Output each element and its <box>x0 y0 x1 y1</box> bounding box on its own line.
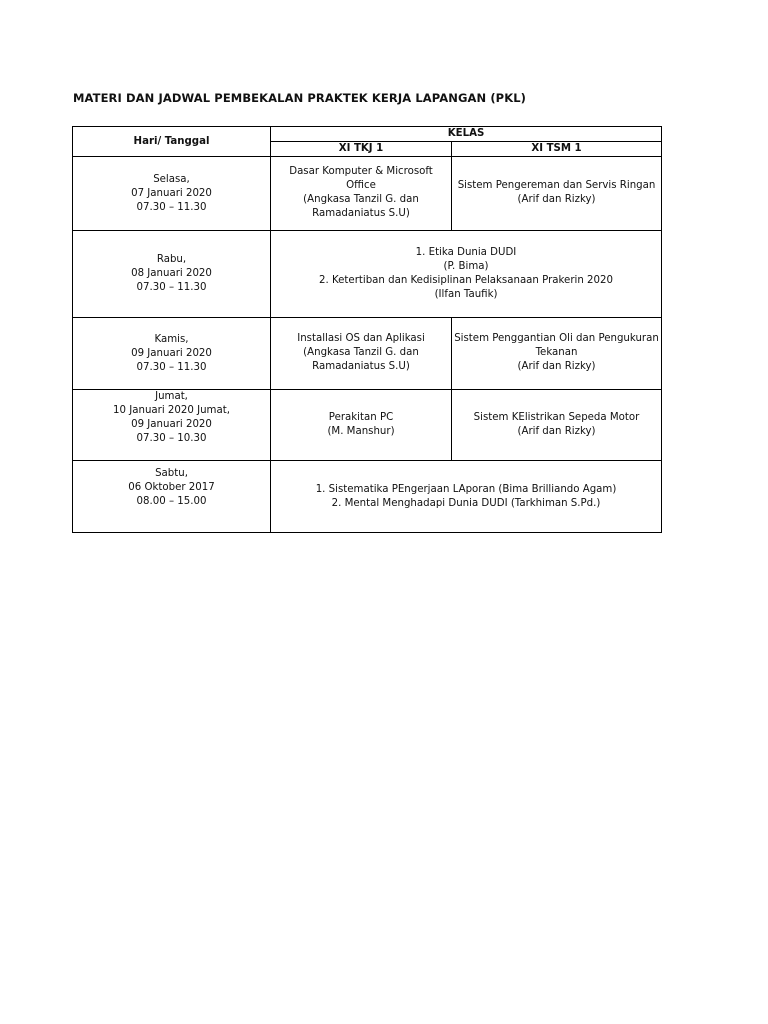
time-line: 08.00 – 15.00 <box>136 496 207 507</box>
day-cell <box>73 390 271 461</box>
day-cell <box>73 157 271 231</box>
tsm-cell <box>452 157 662 231</box>
table-row <box>73 390 662 461</box>
date-line: 07 Januari 2020 <box>131 187 212 199</box>
day-line: Rabu, <box>156 254 187 265</box>
instructor-line: (Arif dan Rizky) <box>517 361 596 372</box>
date-line: 09 Januari 2020 <box>131 419 212 430</box>
time-line: 07.30 – 11.30 <box>136 201 207 213</box>
date-line: 08 Januari 2020 <box>131 268 212 279</box>
date-line: 06 Oktober 2017 <box>128 482 215 493</box>
topic-line: Office <box>346 180 376 191</box>
header-kelas: KELAS <box>271 127 662 142</box>
day-cell <box>73 461 271 533</box>
table-header-row <box>73 127 662 142</box>
tkj-cell <box>271 318 452 390</box>
instructor-line: Ramadaniatus S.U) <box>312 208 410 219</box>
instructor-line: (M. Manshur) <box>327 426 395 437</box>
topic-line: Sistem KElistrikan Sepeda Motor <box>473 412 640 423</box>
time-line: 07.30 – 10.30 <box>136 433 207 444</box>
instructor-line: (Arif dan Rizky) <box>517 426 596 437</box>
table-row <box>73 157 662 231</box>
time-line: 07.30 – 11.30 <box>136 282 207 293</box>
instructor-line: (Ilfan Taufik) <box>434 289 498 300</box>
instructor-line: (Arif dan Rizky) <box>517 194 596 205</box>
day-line: Kamis, <box>154 333 189 345</box>
topic-line: Sistem Penggantian Oli dan Pengukuran <box>454 333 659 344</box>
date-line: 10 Januari 2020 Jumat, <box>113 405 230 416</box>
day-line: Sabtu, <box>155 468 188 479</box>
instructor-line: (Angkasa Tanzil G. dan <box>303 194 419 205</box>
day-line: Selasa, <box>153 173 190 185</box>
instructor-line: (Angkasa Tanzil G. dan <box>303 347 419 358</box>
tsm-cell <box>452 390 662 461</box>
header-class-tsm: XI TSM 1 <box>452 142 662 157</box>
tkj-cell <box>271 390 452 461</box>
merged-session-cell <box>271 461 662 533</box>
topic-line: 2. Ketertiban dan Kedisiplinan Pelaksanaan Prakerin 2020 <box>319 275 613 286</box>
topic-line: 1. Sistematika PEngerjaan LAporan (Bima Brilliando Agam) <box>315 483 617 495</box>
day-cell <box>73 231 271 318</box>
document-title: MATERI DAN JADWAL PEMBEKALAN PRAKTEK KERJA LAPANGAN (PKL) <box>73 91 526 105</box>
time-line: 07.30 – 11.30 <box>136 361 207 373</box>
table-row <box>73 318 662 390</box>
topic-line: 2. Mental Menghadapi Dunia DUDI (Tarkhiman S.Pd.) <box>331 497 601 509</box>
topic-line: 1. Etika Dunia DUDI <box>415 247 517 258</box>
instructor-line: (P. Bima) <box>443 261 489 272</box>
topic-line: Tekanan <box>535 347 578 358</box>
topic-line: Perakitan PC <box>328 412 394 423</box>
topic-line: Installasi OS dan Aplikasi <box>297 333 425 344</box>
schedule-table <box>72 126 662 533</box>
topic-line: Dasar Komputer & Microsoft <box>289 166 433 177</box>
header-day-date: Hari/ Tanggal <box>73 127 271 157</box>
tkj-cell <box>271 157 452 231</box>
day-line: Jumat, <box>155 391 188 402</box>
topic-line: Sistem Pengereman dan Servis Ringan <box>457 180 656 191</box>
instructor-line: Ramadaniatus S.U) <box>312 361 410 372</box>
day-cell <box>73 318 271 390</box>
date-line: 09 Januari 2020 <box>131 347 212 359</box>
merged-session-cell <box>271 231 662 318</box>
tsm-cell <box>452 318 662 390</box>
table-row <box>73 231 662 318</box>
table-row <box>73 461 662 533</box>
header-class-tkj: XI TKJ 1 <box>271 142 452 157</box>
